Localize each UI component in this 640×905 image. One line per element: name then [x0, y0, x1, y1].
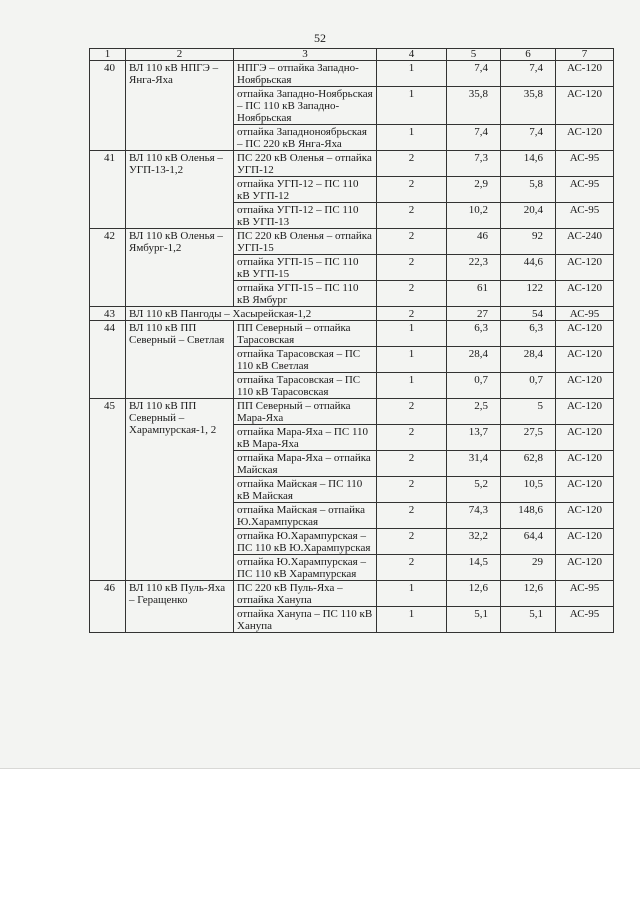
total-length-cell: 14,6 — [501, 151, 556, 177]
section-cell: отпайка Западноноябрьская – ПС 220 кВ Янга-Яха — [234, 125, 377, 151]
length-cell: 7,4 — [447, 61, 501, 87]
section-cell: отпайка Мара-Яха – отпайка Майская — [234, 451, 377, 477]
total-length-cell: 7,4 — [501, 61, 556, 87]
length-cell: 28,4 — [447, 347, 501, 373]
wire-mark-cell: АС-120 — [556, 529, 614, 555]
length-cell: 14,5 — [447, 555, 501, 581]
length-cell: 5,2 — [447, 477, 501, 503]
wire-mark-cell: АС-120 — [556, 281, 614, 307]
section-cell: ПП Северный – отпайка Тарасовская — [234, 321, 377, 347]
circuit-count-cell: 2 — [377, 451, 447, 477]
section-cell: отпайка Майская – отпайка Ю.Харампурская — [234, 503, 377, 529]
circuit-count-cell: 2 — [377, 177, 447, 203]
line-name-cell: ВЛ 110 кВ Оленья – Ямбург-1,2 — [126, 229, 234, 307]
wire-mark-cell: АС-95 — [556, 203, 614, 229]
total-length-cell: 5 — [501, 399, 556, 425]
row-number-cell: 40 — [90, 61, 126, 151]
header-row — [90, 49, 614, 61]
column-header-4: 4 — [377, 49, 447, 61]
length-cell: 5,1 — [447, 607, 501, 633]
column-header-3: 3 — [234, 49, 377, 61]
circuit-count-cell: 2 — [377, 229, 447, 255]
wire-mark-cell: АС-95 — [556, 151, 614, 177]
circuit-count-cell: 1 — [377, 321, 447, 347]
section-cell: отпайка Западно-Ноябрьская – ПС 110 кВ Западно-Ноябрьская — [234, 87, 377, 125]
length-cell: 22,3 — [447, 255, 501, 281]
length-cell: 7,4 — [447, 125, 501, 151]
circuit-count-cell: 2 — [377, 281, 447, 307]
section-cell: отпайка УГП-12 – ПС 110 кВ УГП-12 — [234, 177, 377, 203]
column-header-7: 7 — [556, 49, 614, 61]
circuit-count-cell: 2 — [377, 529, 447, 555]
circuit-count-cell: 1 — [377, 125, 447, 151]
circuit-count-cell: 1 — [377, 347, 447, 373]
table-body — [90, 61, 614, 633]
section-cell: отпайка Тарасовская – ПС 110 кВ Светлая — [234, 347, 377, 373]
table-row — [90, 307, 614, 321]
circuit-count-cell: 2 — [377, 151, 447, 177]
total-length-cell: 64,4 — [501, 529, 556, 555]
total-length-cell: 27,5 — [501, 425, 556, 451]
length-cell: 35,8 — [447, 87, 501, 125]
section-cell: отпайка УГП-15 – ПС 110 кВ Ямбург — [234, 281, 377, 307]
total-length-cell: 12,6 — [501, 581, 556, 607]
circuit-count-cell: 2 — [377, 399, 447, 425]
page-number: 52 — [314, 31, 326, 45]
wire-mark-cell: АС-120 — [556, 321, 614, 347]
length-cell: 10,2 — [447, 203, 501, 229]
circuit-count-cell: 2 — [377, 555, 447, 581]
wire-mark-cell: АС-120 — [556, 255, 614, 281]
circuit-count-cell: 1 — [377, 373, 447, 399]
total-length-cell: 62,8 — [501, 451, 556, 477]
total-length-cell: 5,8 — [501, 177, 556, 203]
total-length-cell: 7,4 — [501, 125, 556, 151]
length-cell: 6,3 — [447, 321, 501, 347]
table-row — [90, 151, 614, 177]
total-length-cell: 0,7 — [501, 373, 556, 399]
line-name-cell: ВЛ 110 кВ Пуль-Яха – Геращенко — [126, 581, 234, 633]
length-cell: 74,3 — [447, 503, 501, 529]
section-cell: отпайка Майская – ПС 110 кВ Майская — [234, 477, 377, 503]
wire-mark-cell: АС-120 — [556, 87, 614, 125]
circuit-count-cell: 2 — [377, 425, 447, 451]
wire-mark-cell: АС-120 — [556, 399, 614, 425]
length-cell: 27 — [447, 307, 501, 321]
row-number-cell: 44 — [90, 321, 126, 399]
section-cell: отпайка Ю.Харампурская – ПС 110 кВ Ю.Харампурская — [234, 529, 377, 555]
length-cell: 0,7 — [447, 373, 501, 399]
wire-mark-cell: АС-120 — [556, 125, 614, 151]
table-row — [90, 581, 614, 607]
total-length-cell: 29 — [501, 555, 556, 581]
wire-mark-cell: АС-120 — [556, 425, 614, 451]
line-name-cell: ВЛ 110 кВ ПП Северный – Харампурская-1, 2 — [126, 399, 234, 581]
row-number-cell: 43 — [90, 307, 126, 321]
total-length-cell: 44,6 — [501, 255, 556, 281]
total-length-cell: 35,8 — [501, 87, 556, 125]
wire-mark-cell: АС-120 — [556, 373, 614, 399]
line-name-cell: ВЛ 110 кВ Пангоды – Хасырейская-1,2 — [126, 307, 377, 321]
length-cell: 13,7 — [447, 425, 501, 451]
circuit-count-cell: 1 — [377, 61, 447, 87]
section-cell: ПП Северный – отпайка Мара-Яха — [234, 399, 377, 425]
circuit-count-cell: 2 — [377, 255, 447, 281]
wire-mark-cell: АС-95 — [556, 307, 614, 321]
section-cell: отпайка Тарасовская – ПС 110 кВ Тарасовская — [234, 373, 377, 399]
length-cell: 7,3 — [447, 151, 501, 177]
wire-mark-cell: АС-120 — [556, 61, 614, 87]
section-cell: отпайка Мара-Яха – ПС 110 кВ Мара-Яха — [234, 425, 377, 451]
column-header-6: 6 — [501, 49, 556, 61]
section-cell: ПС 220 кВ Пуль-Яха – отпайка Ханупа — [234, 581, 377, 607]
total-length-cell: 148,6 — [501, 503, 556, 529]
length-cell: 2,9 — [447, 177, 501, 203]
total-length-cell: 122 — [501, 281, 556, 307]
length-cell: 46 — [447, 229, 501, 255]
line-name-cell: ВЛ 110 кВ Оленья – УГП-13-1,2 — [126, 151, 234, 229]
row-number-cell: 45 — [90, 399, 126, 581]
table-row — [90, 399, 614, 425]
circuit-count-cell: 2 — [377, 203, 447, 229]
total-length-cell: 92 — [501, 229, 556, 255]
wire-mark-cell: АС-120 — [556, 555, 614, 581]
length-cell: 61 — [447, 281, 501, 307]
wire-mark-cell: АС-240 — [556, 229, 614, 255]
circuit-count-cell: 2 — [377, 477, 447, 503]
total-length-cell: 28,4 — [501, 347, 556, 373]
section-cell: ПС 220 кВ Оленья – отпайка УГП-12 — [234, 151, 377, 177]
circuit-count-cell: 2 — [377, 503, 447, 529]
wire-mark-cell: АС-95 — [556, 607, 614, 633]
column-header-2: 2 — [126, 49, 234, 61]
section-cell: ПС 220 кВ Оленья – отпайка УГП-15 — [234, 229, 377, 255]
wire-mark-cell: АС-95 — [556, 581, 614, 607]
total-length-cell: 5,1 — [501, 607, 556, 633]
section-cell: отпайка УГП-15 – ПС 110 кВ УГП-15 — [234, 255, 377, 281]
total-length-cell: 20,4 — [501, 203, 556, 229]
length-cell: 2,5 — [447, 399, 501, 425]
wire-mark-cell: АС-120 — [556, 503, 614, 529]
line-name-cell: ВЛ 110 кВ НПГЭ – Янга-Яха — [126, 61, 234, 151]
circuit-count-cell: 1 — [377, 87, 447, 125]
row-number-cell: 42 — [90, 229, 126, 307]
wire-mark-cell: АС-120 — [556, 477, 614, 503]
circuit-count-cell: 1 — [377, 607, 447, 633]
power-lines-table — [89, 48, 614, 633]
wire-mark-cell: АС-95 — [556, 177, 614, 203]
table-row — [90, 61, 614, 87]
length-cell: 12,6 — [447, 581, 501, 607]
total-length-cell: 10,5 — [501, 477, 556, 503]
total-length-cell: 54 — [501, 307, 556, 321]
table-row — [90, 321, 614, 347]
section-cell: НПГЭ – отпайка Западно-Ноябрьская — [234, 61, 377, 87]
circuit-count-cell: 2 — [377, 307, 447, 321]
section-cell: отпайка Ю.Харампурская – ПС 110 кВ Харампурская — [234, 555, 377, 581]
length-cell: 31,4 — [447, 451, 501, 477]
row-number-cell: 46 — [90, 581, 126, 633]
section-cell: отпайка Ханупа – ПС 110 кВ Ханупа — [234, 607, 377, 633]
column-header-1: 1 — [90, 49, 126, 61]
length-cell: 32,2 — [447, 529, 501, 555]
row-number-cell: 41 — [90, 151, 126, 229]
wire-mark-cell: АС-120 — [556, 451, 614, 477]
table-row — [90, 229, 614, 255]
column-header-5: 5 — [447, 49, 501, 61]
total-length-cell: 6,3 — [501, 321, 556, 347]
section-cell: отпайка УГП-12 – ПС 110 кВ УГП-13 — [234, 203, 377, 229]
wire-mark-cell: АС-120 — [556, 347, 614, 373]
line-name-cell: ВЛ 110 кВ ПП Северный – Светлая — [126, 321, 234, 399]
circuit-count-cell: 1 — [377, 581, 447, 607]
